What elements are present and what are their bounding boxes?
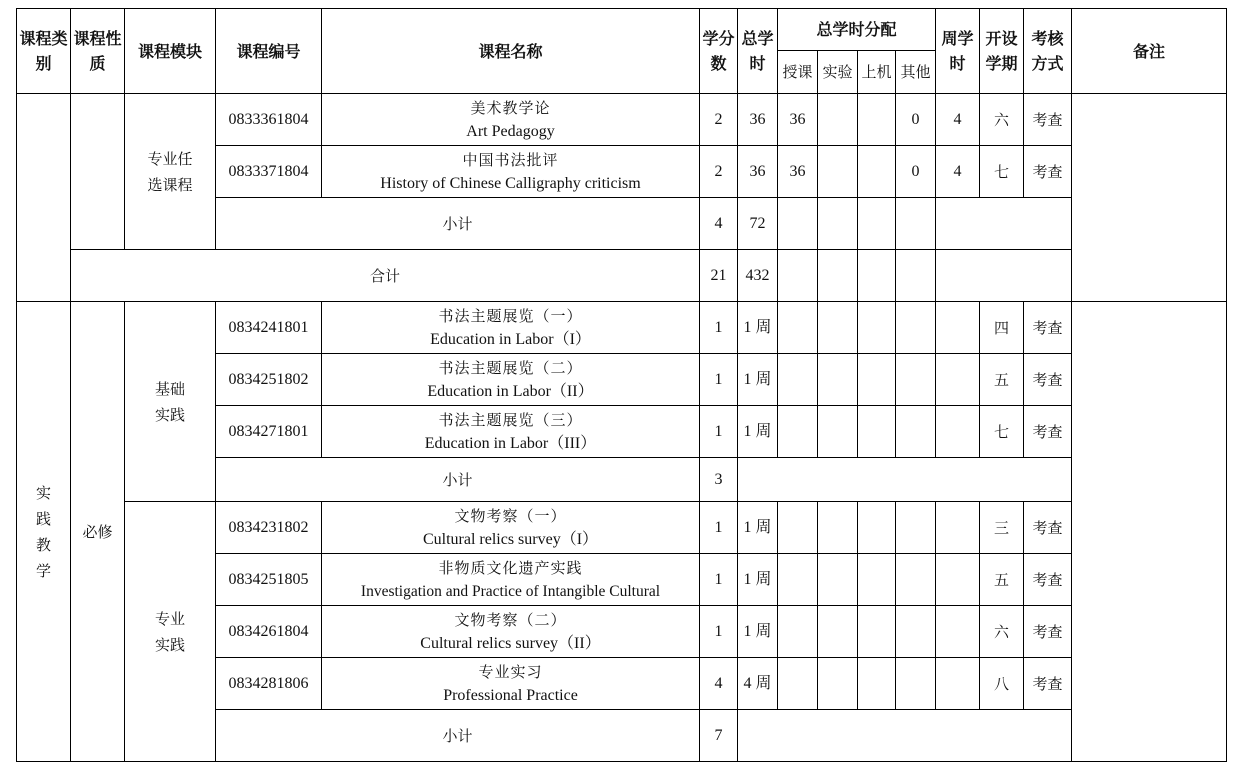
empty-cell — [778, 250, 818, 302]
empty-cell — [818, 198, 858, 250]
empty-cell — [778, 302, 818, 354]
empty-cell — [936, 406, 980, 458]
empty-cell — [858, 606, 896, 658]
practice-remarks-cell — [1072, 302, 1227, 762]
course-name-zh: 文物考察（一） — [454, 506, 567, 525]
header-course-code: 课程编号 — [216, 9, 322, 94]
basic-module-label: 基础实践 — [154, 379, 185, 424]
course-hours: 1 周 — [738, 606, 778, 658]
course-credits: 1 — [700, 406, 738, 458]
course-assessment: 考查 — [1024, 658, 1072, 710]
empty-cell — [778, 554, 818, 606]
course-name-zh: 中国书法批评 — [462, 150, 559, 169]
course-hours: 4 周 — [738, 658, 778, 710]
empty-cell — [896, 302, 936, 354]
course-assessment: 考查 — [1024, 406, 1072, 458]
course-code: 0833371804 — [216, 146, 322, 198]
course-assessment: 考查 — [1024, 302, 1072, 354]
empty-cell — [818, 502, 858, 554]
course-lecture: 36 — [778, 94, 818, 146]
course-credits: 1 — [700, 354, 738, 406]
empty-cell — [778, 658, 818, 710]
total-credits: 21 — [700, 250, 738, 302]
empty-cell — [936, 198, 1072, 250]
course-name-cell — [322, 302, 700, 354]
elective-module-label: 专业任选课程 — [147, 149, 193, 194]
empty-cell — [936, 502, 980, 554]
course-code: 0834251802 — [216, 354, 322, 406]
course-name-en: History of Chinese Calligraphy criticism — [380, 174, 641, 192]
empty-cell — [936, 302, 980, 354]
course-credits: 1 — [700, 606, 738, 658]
course-computer — [858, 146, 896, 198]
professional-module-cell — [125, 502, 216, 762]
course-name-zh: 专业实习 — [478, 662, 543, 681]
elective-remarks-cell — [1072, 94, 1227, 302]
course-credits: 1 — [700, 502, 738, 554]
elective-nature-cell — [71, 94, 125, 250]
practice-category-label: 实践教学 — [35, 483, 51, 580]
course-hours: 1 周 — [738, 554, 778, 606]
practice-nature-label: 必修 — [82, 522, 113, 541]
course-computer — [858, 94, 896, 146]
header-semester: 开设学期 — [980, 9, 1024, 94]
empty-cell — [858, 554, 896, 606]
course-name-en: Investigation and Practice of Intangible Cultural — [360, 582, 661, 600]
course-name-cell — [322, 406, 700, 458]
empty-cell — [896, 406, 936, 458]
header-course-nature: 课程性质 — [71, 9, 125, 94]
course-experiment — [818, 146, 858, 198]
empty-cell — [936, 354, 980, 406]
course-code: 0834281806 — [216, 658, 322, 710]
course-code: 0834231802 — [216, 502, 322, 554]
empty-cell — [936, 554, 980, 606]
course-name-cell — [322, 354, 700, 406]
course-name-cell — [322, 146, 700, 198]
course-name-cell — [322, 606, 700, 658]
course-code: 0834271801 — [216, 406, 322, 458]
header-course-name: 课程名称 — [322, 9, 700, 94]
course-name-cell — [322, 658, 700, 710]
course-other: 0 — [896, 94, 936, 146]
empty-cell — [778, 606, 818, 658]
practice-category-cell — [17, 302, 71, 762]
table-row — [17, 302, 1227, 354]
course-semester: 八 — [980, 658, 1024, 710]
course-code: 0834251805 — [216, 554, 322, 606]
course-weekly: 4 — [936, 146, 980, 198]
empty-cell — [936, 606, 980, 658]
course-code: 0834241801 — [216, 302, 322, 354]
course-credits: 1 — [700, 302, 738, 354]
course-name-cell — [322, 94, 700, 146]
subtotal-label: 小计 — [216, 198, 700, 250]
course-name-zh: 书法主题展览（一） — [438, 306, 583, 325]
header-credits: 学分数 — [700, 9, 738, 94]
course-weekly: 4 — [936, 94, 980, 146]
header-course-category: 课程类别 — [17, 9, 71, 94]
subtotal-hours: 72 — [738, 198, 778, 250]
course-other: 0 — [896, 146, 936, 198]
course-assessment: 考查 — [1024, 354, 1072, 406]
empty-cell — [896, 658, 936, 710]
header-row — [17, 9, 1227, 51]
empty-cell — [818, 354, 858, 406]
empty-cell — [818, 250, 858, 302]
table-row — [17, 502, 1227, 554]
header-course-module: 课程模块 — [125, 9, 216, 94]
course-hours: 36 — [738, 146, 778, 198]
course-name-zh: 美术教学论 — [470, 98, 551, 117]
course-semester: 四 — [980, 302, 1024, 354]
course-assessment: 考查 — [1024, 502, 1072, 554]
course-credits: 2 — [700, 146, 738, 198]
course-hours: 1 周 — [738, 354, 778, 406]
table-row — [17, 94, 1227, 146]
total-row — [17, 250, 1227, 302]
header-total-hours: 总学时 — [738, 9, 778, 94]
course-name-zh: 书法主题展览（二） — [438, 358, 583, 377]
course-semester: 七 — [980, 406, 1024, 458]
header-computer: 上机 — [858, 51, 896, 94]
course-semester: 三 — [980, 502, 1024, 554]
course-name-en: Cultural relics survey（I） — [422, 530, 599, 548]
header-weekly-hours: 周学时 — [936, 9, 980, 94]
total-label: 合计 — [71, 250, 700, 302]
empty-cell — [818, 406, 858, 458]
curriculum-table — [16, 8, 1227, 762]
empty-cell — [858, 406, 896, 458]
basic-module-cell — [125, 302, 216, 502]
course-hours: 1 周 — [738, 502, 778, 554]
empty-cell — [858, 198, 896, 250]
elective-module-cell — [125, 94, 216, 250]
empty-cell — [936, 250, 1072, 302]
empty-cell — [778, 406, 818, 458]
empty-cell — [896, 250, 936, 302]
empty-cell — [778, 354, 818, 406]
header-assessment: 考核方式 — [1024, 9, 1072, 94]
subtotal-credits: 4 — [700, 198, 738, 250]
curriculum-table-wrapper — [16, 8, 1227, 762]
course-semester: 六 — [980, 94, 1024, 146]
empty-cell — [896, 198, 936, 250]
course-name-zh: 非物质文化遗产实践 — [438, 558, 583, 577]
header-experiment: 实验 — [818, 51, 858, 94]
empty-cell — [738, 710, 1072, 762]
course-name-en: Cultural relics survey（II） — [420, 634, 601, 652]
subtotal-credits: 3 — [700, 458, 738, 502]
course-experiment — [818, 94, 858, 146]
course-semester: 五 — [980, 554, 1024, 606]
empty-cell — [896, 606, 936, 658]
elective-category-cell — [17, 94, 71, 302]
course-name-en: Education in Labor（III） — [424, 434, 597, 452]
course-code: 0834261804 — [216, 606, 322, 658]
course-hours: 1 周 — [738, 406, 778, 458]
course-name-en: Education in Labor（I） — [430, 330, 591, 348]
subtotal-label: 小计 — [216, 710, 700, 762]
empty-cell — [818, 554, 858, 606]
course-credits: 2 — [700, 94, 738, 146]
course-semester: 六 — [980, 606, 1024, 658]
course-name-en: Education in Labor（II） — [427, 382, 594, 400]
course-assessment: 考查 — [1024, 146, 1072, 198]
course-assessment: 考查 — [1024, 554, 1072, 606]
empty-cell — [778, 198, 818, 250]
course-hours: 1 周 — [738, 302, 778, 354]
empty-cell — [738, 458, 1072, 502]
course-semester: 七 — [980, 146, 1024, 198]
practice-nature-cell — [71, 302, 125, 762]
course-name-zh: 文物考察（二） — [454, 610, 567, 629]
header-lecture: 授课 — [778, 51, 818, 94]
course-name-zh: 书法主题展览（三） — [438, 410, 583, 429]
course-assessment: 考查 — [1024, 94, 1072, 146]
course-name-en: Professional Practice — [443, 686, 578, 704]
empty-cell — [858, 502, 896, 554]
empty-cell — [858, 302, 896, 354]
course-credits: 1 — [700, 554, 738, 606]
empty-cell — [858, 658, 896, 710]
empty-cell — [858, 354, 896, 406]
header-hour-distribution: 总学时分配 — [778, 9, 936, 51]
course-name-cell — [322, 502, 700, 554]
course-semester: 五 — [980, 354, 1024, 406]
header-other: 其他 — [896, 51, 936, 94]
course-hours: 36 — [738, 94, 778, 146]
empty-cell — [896, 554, 936, 606]
professional-module-label: 专业实践 — [154, 609, 185, 654]
empty-cell — [896, 502, 936, 554]
course-name-cell — [322, 554, 700, 606]
subtotal-label: 小计 — [216, 458, 700, 502]
subtotal-credits: 7 — [700, 710, 738, 762]
empty-cell — [778, 502, 818, 554]
empty-cell — [818, 302, 858, 354]
course-credits: 4 — [700, 658, 738, 710]
empty-cell — [936, 658, 980, 710]
course-name-en: Art Pedagogy — [466, 122, 555, 140]
course-assessment: 考查 — [1024, 606, 1072, 658]
empty-cell — [858, 250, 896, 302]
empty-cell — [896, 354, 936, 406]
header-remarks: 备注 — [1072, 9, 1227, 94]
empty-cell — [818, 658, 858, 710]
course-code: 0833361804 — [216, 94, 322, 146]
course-lecture: 36 — [778, 146, 818, 198]
empty-cell — [818, 606, 858, 658]
total-hours: 432 — [738, 250, 778, 302]
